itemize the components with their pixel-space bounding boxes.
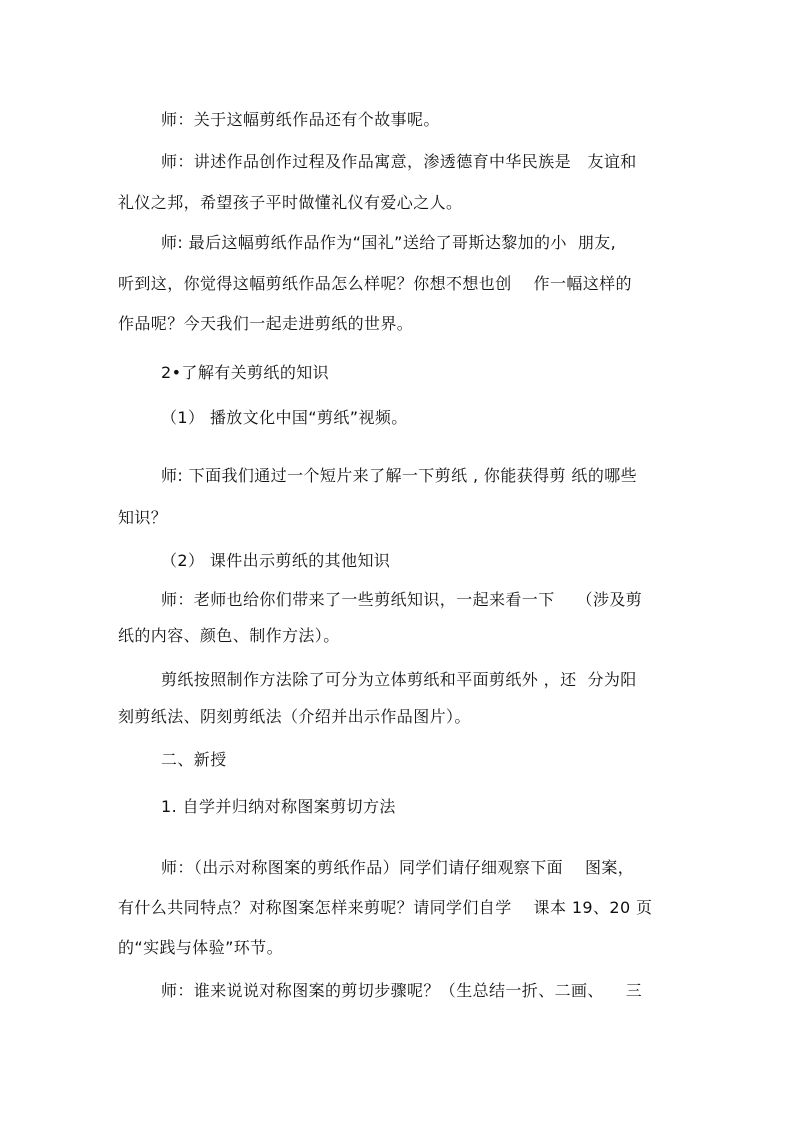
section-heading: 二、新授 xyxy=(161,750,227,769)
paragraph-line: 作品呢？今天我们一起走进剪纸的世界。 xyxy=(118,314,414,333)
paragraph-line: 的“实践与体验”环节。 xyxy=(118,938,283,957)
paragraph-line: 师：讲述作品创作过程及作品寓意，渗透德育中华民族是 友谊和 xyxy=(161,152,637,171)
paragraph-line: 师: 下面我们通过一个短片来了解一下剪纸 , 你能获得剪 纸的哪些 xyxy=(161,466,638,485)
paragraph-line: 知识？ xyxy=(118,508,168,527)
paragraph-line: 听到这，你觉得这幅剪纸作品怎么样呢？你想不想也创 作一幅这样的 xyxy=(118,274,632,293)
paragraph-line: 师：老师也给你们带来了一些剪纸知识，一起来看一下 （涉及剪 xyxy=(161,590,643,609)
section-heading: 2•了解有关剪纸的知识 xyxy=(161,363,330,382)
paragraph-line: 礼仪之邦，希望孩子平时做懂礼仪有爱心之人。 xyxy=(118,193,463,212)
paragraph-line: 纸的内容、颜色、制作方法）。 xyxy=(118,626,340,645)
paragraph-line: 师：（出示对称图案的剪纸作品）同学们请仔细观察下面 图案， xyxy=(161,858,635,877)
subsection-heading: （1） 播放文化中国“剪纸”视频。 xyxy=(161,408,408,427)
paragraph-line: 有什么共同特点？对称图案怎样来剪呢？请同学们自学 课本 19、20 页 xyxy=(118,898,653,917)
paragraph-line: 师：谁来说说对称图案的剪切步骤呢？（生总结一折、二画、 三 xyxy=(161,981,643,1000)
paragraph-line: 剪纸按照制作方法除了可分为立体剪纸和平面剪纸外 ，还 分为阳 xyxy=(161,670,637,689)
section-heading: 1. 自学并归纳对称图案剪切方法 xyxy=(161,797,396,816)
paragraph-line: 师: 最后这幅剪纸作品作为“国礼”送给了哥斯达黎加的小 朋友, xyxy=(161,233,617,252)
paragraph-line: 刻剪纸法、阴刻剪纸法（介绍并出示作品图片）。 xyxy=(118,707,471,726)
subsection-heading: （2） 课件出示剪纸的其他知识 xyxy=(161,551,391,570)
paragraph-line: 师：关于这幅剪纸作品还有个故事呢。 xyxy=(161,110,440,129)
